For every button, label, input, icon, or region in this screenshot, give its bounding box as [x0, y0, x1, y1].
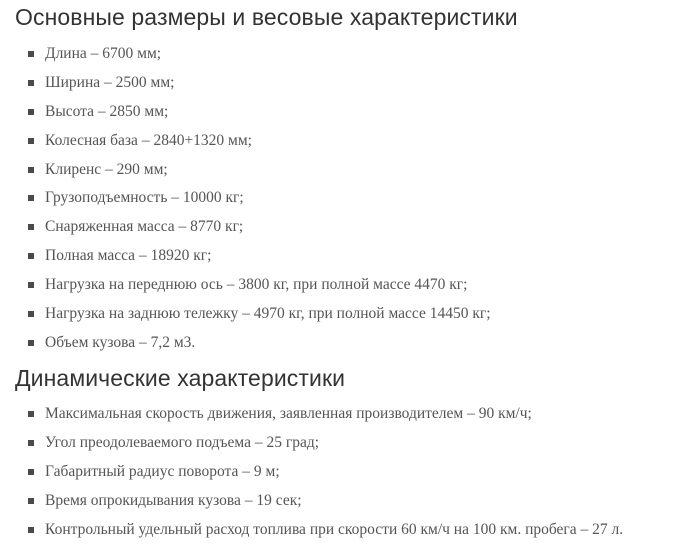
- list-item: [0, 329, 700, 358]
- list-item-text: Грузоподъемность – 10000 кг;: [45, 189, 244, 207]
- list-item: [0, 271, 700, 300]
- spec-list-dimensions: [0, 40, 700, 358]
- list-item: [0, 40, 700, 69]
- list-item: [0, 69, 700, 98]
- spec-list-dynamics: [0, 400, 700, 544]
- list-item-text: Нагрузка на заднюю тележку – 4970 кг, при полной массе 14450 кг;: [45, 305, 491, 323]
- list-item: [0, 156, 700, 185]
- list-item: [0, 127, 700, 156]
- square-bullet-icon: [28, 340, 34, 346]
- square-bullet-icon: [28, 138, 34, 144]
- list-item: [0, 429, 700, 458]
- square-bullet-icon: [28, 527, 34, 533]
- list-item-text: Клиренс – 290 мм;: [45, 160, 168, 178]
- list-item: [0, 400, 700, 429]
- list-item-text: Колесная база – 2840+1320 мм;: [45, 131, 252, 149]
- square-bullet-icon: [28, 469, 34, 475]
- list-item-text: Нагрузка на переднюю ось – 3800 кг, при полной массе 4470 кг;: [45, 276, 468, 294]
- list-item: [0, 242, 700, 271]
- list-item: [0, 213, 700, 242]
- list-item-text: Ширина – 2500 мм;: [45, 73, 175, 91]
- section-title-dimensions: Основные размеры и весовые характеристики: [15, 4, 518, 30]
- list-item-text: Высота – 2850 мм;: [45, 102, 169, 120]
- list-item-text: Полная масса – 18920 кг;: [45, 247, 212, 265]
- list-item-text: Объем кузова – 7,2 м3.: [45, 333, 196, 351]
- square-bullet-icon: [28, 440, 34, 446]
- list-item: [0, 300, 700, 329]
- square-bullet-icon: [28, 167, 34, 173]
- square-bullet-icon: [28, 411, 34, 417]
- square-bullet-icon: [28, 282, 34, 288]
- square-bullet-icon: [28, 51, 34, 57]
- square-bullet-icon: [28, 498, 34, 504]
- list-item-text: Максимальная скорость движения, заявленная производителем – 90 км/ч;: [45, 405, 532, 422]
- section-title-dynamics: Динамические характеристики: [15, 365, 346, 391]
- square-bullet-icon: [28, 224, 34, 230]
- square-bullet-icon: [28, 195, 34, 201]
- list-item: [0, 487, 700, 516]
- list-item-text: Габаритный радиус поворота – 9 м;: [45, 462, 280, 480]
- list-item-text: Угол преодолеваемого подъема – 25 град;: [45, 433, 320, 451]
- list-item: [0, 458, 700, 487]
- square-bullet-icon: [28, 311, 34, 317]
- square-bullet-icon: [28, 109, 34, 115]
- square-bullet-icon: [28, 80, 34, 86]
- list-item-text: Длина – 6700 мм;: [45, 45, 162, 62]
- list-item: [0, 516, 700, 545]
- list-item-text: Контрольный удельный расход топлива при скорости 60 км/ч на 100 км. пробега – 27 л.: [45, 520, 624, 538]
- square-bullet-icon: [28, 253, 34, 259]
- list-item-text: Время опрокидывания кузова – 19 сек;: [45, 491, 302, 509]
- list-item-text: Снаряженная масса – 8770 кг;: [45, 218, 244, 236]
- list-item: [0, 98, 700, 127]
- list-item: [0, 184, 700, 213]
